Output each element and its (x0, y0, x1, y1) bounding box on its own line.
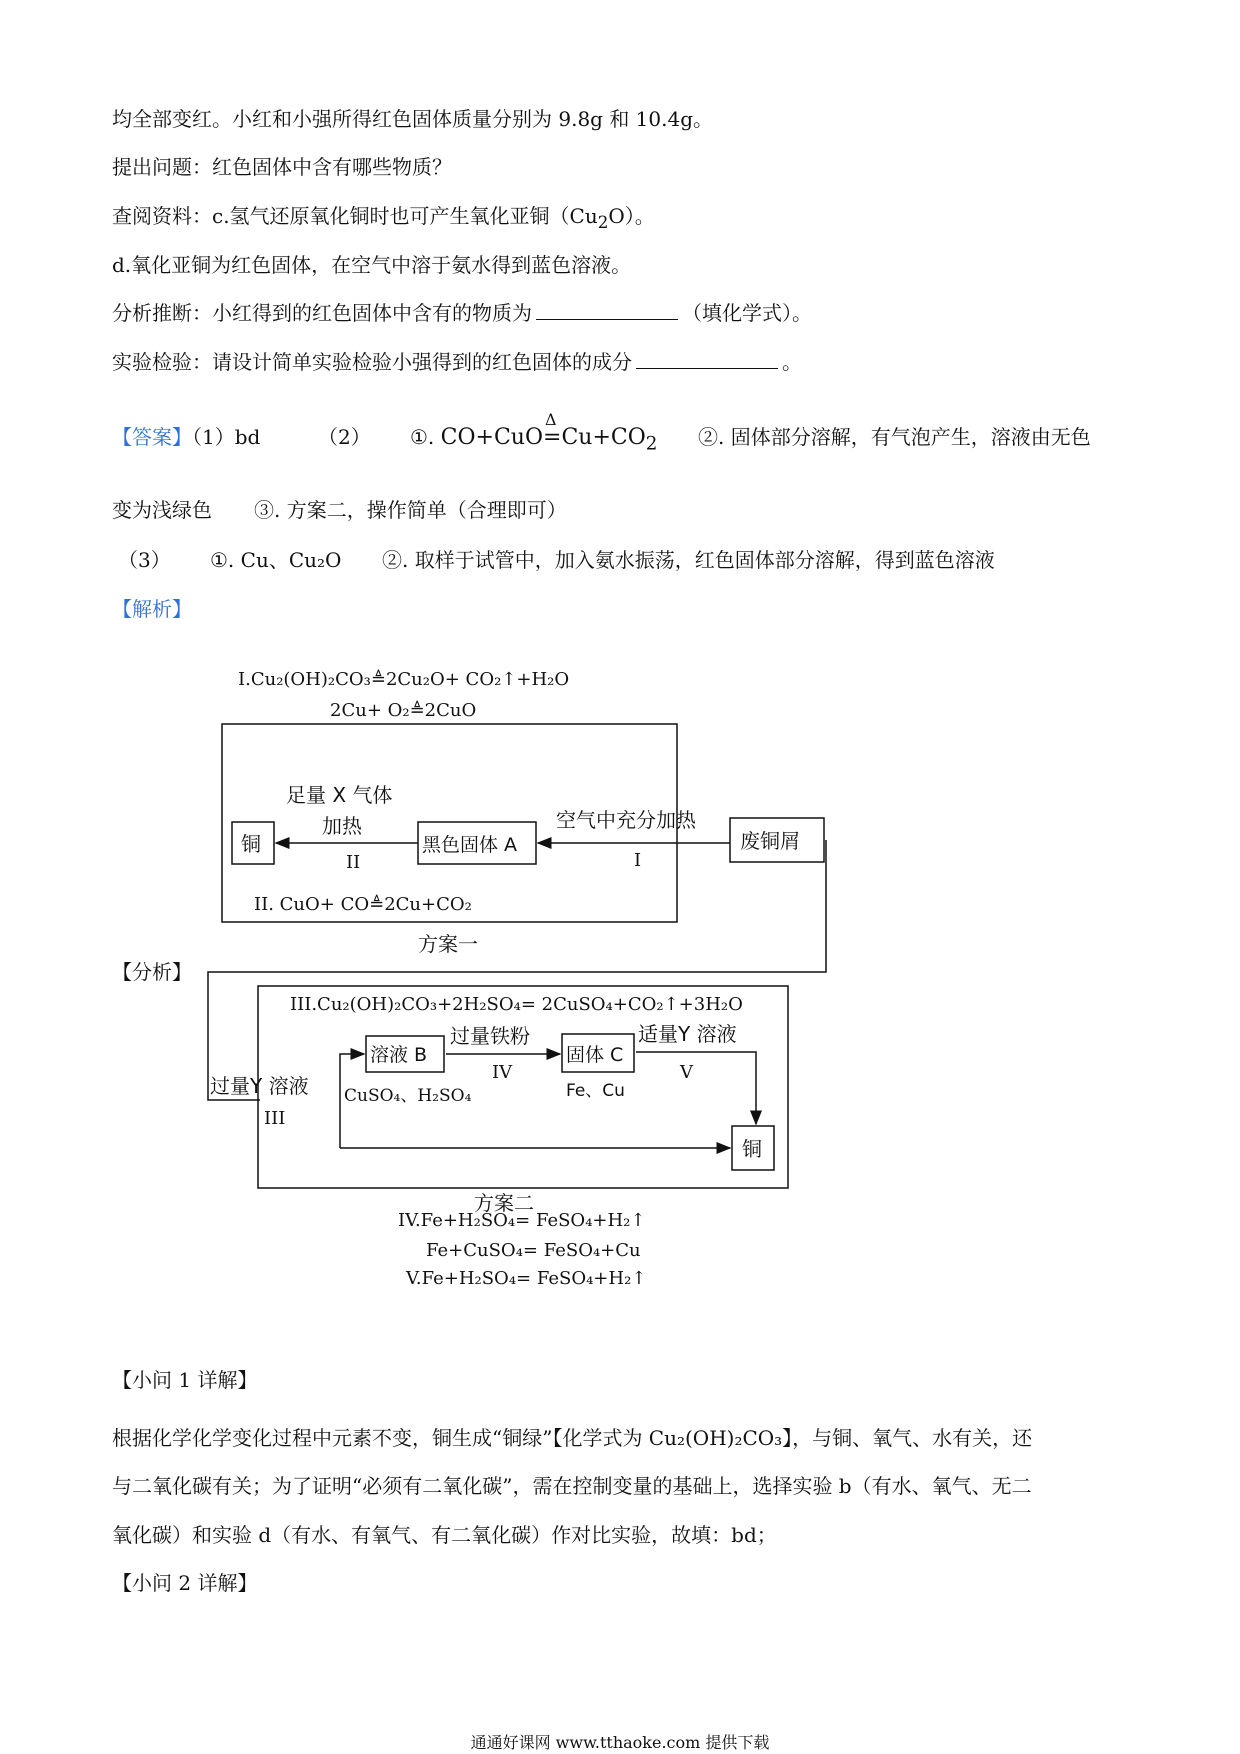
text-line-3-sub: 2 (597, 213, 609, 232)
answer-label: 【答案】 (112, 425, 192, 449)
eq-IV-1: IV.Fe+H₂SO₄= FeSO₄+H₂↑ (398, 1210, 646, 1231)
delta-mark: Δ (545, 410, 557, 429)
page-footer: 通通好课网 www.tthaoke.com 提供下载 (470, 1733, 770, 1752)
text-line-6-a: 实验检验：请设计简单实验检验小强得到的红色固体的成分 (112, 350, 632, 374)
roman-II: II (346, 852, 361, 873)
plan1-label: 方案一 (418, 932, 478, 956)
q1-paragraph-2: 与二氧化碳有关；为了证明“必须有二氧化碳”，需在控制变量的基础上，选择实验 b（有水、氧气、无二 (112, 1474, 1032, 1498)
waste-copper-label: 废铜屑 (740, 829, 800, 853)
answer-choice-2-cont-text: 变为浅绿色 (112, 498, 212, 522)
equation-sub: 2 (645, 433, 658, 455)
equals-mark: = (543, 425, 562, 450)
cuso4-label: CuSO₄、H₂SO₄ (344, 1086, 472, 1106)
answer-choice-3: ③. 方案二，操作简单（合理即可） (254, 498, 567, 522)
analysis-label: 【解析】 (112, 597, 192, 621)
roman-I: I (634, 850, 642, 871)
q1-heading: 【小问 1 详解】 (112, 1368, 258, 1392)
eq-V: V.Fe+H₂SO₄= FeSO₄+H₂↑ (406, 1268, 647, 1289)
text-line-3-b: O）。 (608, 204, 655, 228)
equation-left: CO+CuO (440, 425, 543, 450)
plan2-label: 方案二 (474, 1191, 534, 1215)
roman-IV: IV (492, 1062, 513, 1083)
heat-label: 加热 (322, 814, 362, 838)
text-line-6-b: 。 (782, 350, 802, 374)
eq-II: II. CuO+ CO≜2Cu+CO₂ (254, 894, 472, 915)
answer-part-3-c2: ②. 取样于试管中，加入氨水振荡，红色固体部分溶解，得到蓝色溶液 (382, 548, 995, 572)
solid-C-label: 固体 C (566, 1044, 624, 1066)
y-solution-label: 适量Y 溶液 (638, 1022, 737, 1046)
fenxi-label: 【分析】 (112, 960, 192, 984)
text-line-1: 均全部变红。小红和小强所得红色固体质量分别为 9.8g 和 10.4g。 (112, 107, 714, 131)
answer-part-3: （3） (118, 548, 171, 572)
plan2-frame (258, 986, 788, 1188)
fe-cu-label: Fe、Cu (566, 1081, 625, 1101)
eq-I-2: 2Cu+ O₂≜2CuO (330, 700, 477, 721)
eq-IV-2: Fe+CuSO₄= FeSO₄+Cu (426, 1240, 641, 1261)
text-line-5-b: （填化学式）。 (682, 301, 812, 325)
excess-y-label: 过量Y 溶液 (210, 1074, 309, 1098)
solution-B-label: 溶液 B (370, 1044, 428, 1066)
answer-choice-1-label: ①. (410, 425, 435, 449)
copper-label-1: 铜 (241, 832, 261, 856)
roman-V: V (680, 1062, 693, 1083)
text-line-2: 提出问题：红色固体中含有哪些物质？ (112, 155, 452, 179)
text-line-5-a: 分析推断：小红得到的红色固体中含有的物质为 (112, 301, 532, 325)
iron-powder-label: 过量铁粉 (450, 1024, 530, 1048)
text-line-3-a: 查阅资料：c.氢气还原氧化铜时也可产生氧化亚铜（Cu (112, 204, 598, 228)
eq-I: I.Cu₂(OH)₂CO₃≜2Cu₂O+ CO₂↑+H₂O (238, 669, 570, 690)
answer-choice-2: ②. 固体部分溶解，有气泡产生，溶液由无色 (698, 425, 1091, 449)
air-heat-label: 空气中充分加热 (556, 808, 696, 832)
arrow-V (636, 1052, 756, 1124)
black-solid-label: 黑色固体 A (422, 834, 518, 856)
equation-right: Cu+CO (561, 425, 646, 450)
copper-label-2: 铜 (742, 1137, 762, 1161)
text-line-4: d.氧化亚铜为红色固体，在空气中溶于氨水得到蓝色溶液。 (112, 253, 632, 277)
q1-paragraph-1: 根据化学化学变化过程中元素不变，铜生成“铜绿”【化学式为 Cu₂(OH)₂CO₃】，与铜、氧气、水有关，还 (112, 1426, 1033, 1450)
connector-line (208, 840, 826, 1100)
q1-paragraph-3: 氧化碳）和实验 d（有水、有氧气、有二氧化碳）作对比实验，故填：bd； (112, 1523, 777, 1547)
q2-heading: 【小问 2 详解】 (112, 1571, 258, 1595)
answer-part-2: （2） (318, 425, 371, 449)
roman-III: III (264, 1108, 286, 1129)
x-gas-label: 足量 X 气体 (286, 783, 393, 807)
answer-part-3-c1: ①. Cu、Cu₂O (210, 548, 342, 572)
eq-III: III.Cu₂(OH)₂CO₃+2H₂SO₄= 2CuSO₄+CO₂↑+3H₂O (290, 994, 743, 1015)
answer-part-1: （1）bd (192, 425, 261, 449)
